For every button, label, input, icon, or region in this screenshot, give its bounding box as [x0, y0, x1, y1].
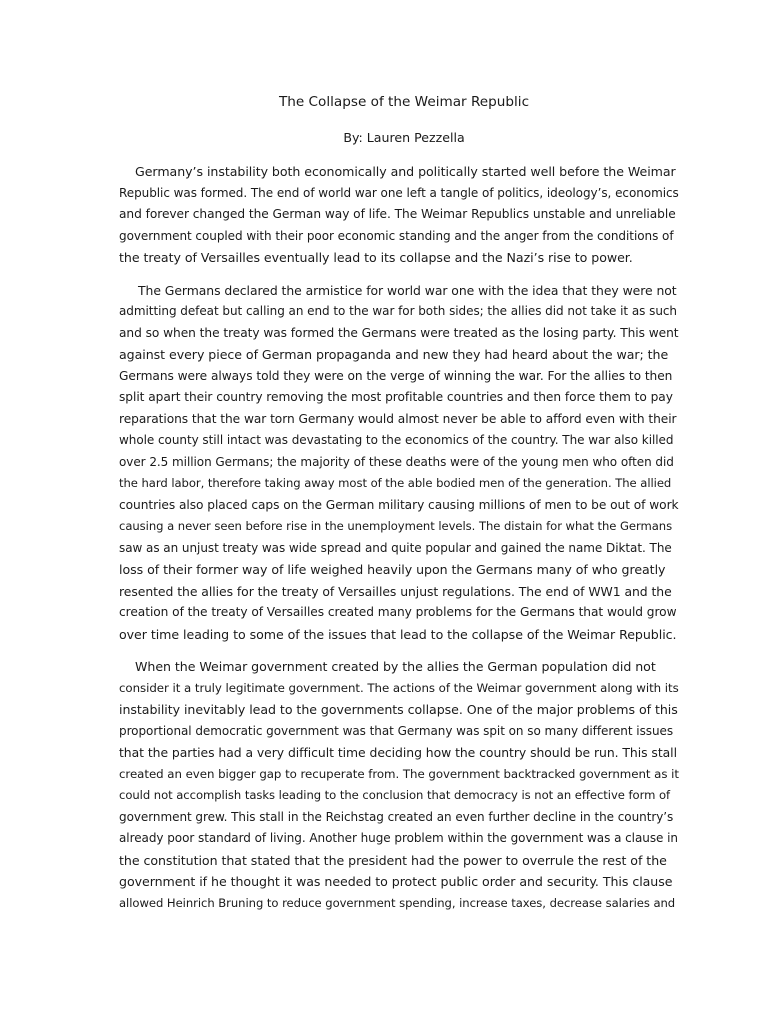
paragraph-line: government grew. This stall in the Reichstag created an even further decline in the country’s — [119, 809, 674, 824]
paragraph-line: whole county still intact was devastating to the economics of the country. The war also killed — [119, 433, 674, 447]
paragraph-line: Germany’s instability both economically and politically started well before the Weimar — [135, 164, 676, 179]
paragraph-line: over time leading to some of the issues that lead to the collapse of the Weimar Republic. — [119, 626, 677, 642]
paragraph-line: causing a never seen before rise in the unemployment levels. The distain for what the Germans — [119, 519, 673, 533]
paragraph-line: government coupled with their poor economic standing and the anger from the conditions of — [119, 228, 674, 243]
document-author: By: Lauren Pezzella — [343, 130, 465, 145]
paragraph-line: resented the allies for the treaty of Versailles unjust regulations. The end of WW1 and the — [119, 583, 672, 599]
paragraph-line: When the Weimar government created by the allies the German population did not — [135, 659, 656, 674]
paragraph-line: could not accomplish tasks leading to the conclusion that democracy is not an effective form of — [119, 788, 671, 802]
paragraph-line: proportional democratic government was that Germany was spit on so many different issues — [119, 723, 674, 738]
paragraph-line: that the parties had a very difficult time deciding how the country should be run. This stall — [119, 745, 677, 760]
paragraph-line: admitting defeat but calling an end to the war for both sides; the allies did not take it as such — [119, 304, 677, 318]
paragraph-line: the hard labor, therefore taking away most of the able bodied men of the generation. The allied — [119, 476, 672, 490]
paragraph-line: and so when the treaty was formed the Germans were treated as the losing party. This went — [119, 325, 679, 340]
paragraph-line: Republic was formed. The end of world war one left a tangle of politics, ideology’s, economics — [119, 185, 679, 200]
paragraph-line: government if he thought it was needed to protect public order and security. This clause — [119, 874, 673, 889]
paragraph-line: loss of their former way of life weighed heavily upon the Germans many of who greatly — [119, 562, 666, 577]
paragraph-line: saw as an unjust treaty was wide spread and quite popular and gained the name Diktat. The — [119, 540, 672, 555]
paragraph-line: against every piece of German propaganda and new they had heard about the war; the — [119, 347, 669, 362]
paragraph-line: allowed Heinrich Bruning to reduce government spending, increase taxes, decrease salaries and — [119, 895, 676, 910]
document-title: The Collapse of the Weimar Republic — [278, 94, 530, 110]
paragraph-line: already poor standard of living. Another huge problem within the government was a clause in — [119, 831, 678, 845]
paragraph-line: over 2.5 million Germans; the majority of these deaths were of the young men who often did — [119, 454, 674, 469]
paragraph-line: countries also placed caps on the German military causing millions of men to be out of work — [119, 497, 679, 512]
body-paragraph-1 — [119, 161, 679, 269]
paragraph-line: the treaty of Versailles eventually lead to its collapse and the Nazi’s rise to power. — [119, 250, 633, 265]
paragraph-line: created an even bigger gap to recuperate from. The government backtracked government as it — [119, 766, 679, 781]
paragraph-line: Germans were always told they were on the verge of winning the war. For the allies to then — [119, 368, 673, 383]
paragraph-line: split apart their country removing the most profitable countries and then force them to pay — [119, 390, 673, 404]
paragraph-line: reparations that the war torn Germany would almost never be able to afford even with their — [119, 411, 677, 426]
paragraph-line: instability inevitably lead to the governments collapse. One of the major problems of this — [119, 702, 678, 717]
body-paragraph-2 — [119, 280, 679, 646]
paragraph-line: and forever changed the German way of life. The Weimar Republics unstable and unreliable — [119, 207, 676, 221]
paragraph-line: The Germans declared the armistice for world war one with the idea that they were not — [138, 282, 677, 298]
paragraph-line: consider it a truly legitimate government. The actions of the Weimar government along with its — [119, 680, 679, 695]
paragraph-line: creation of the treaty of Versailles created many problems for the Germans that would grow — [119, 605, 677, 619]
paragraph-line: the constitution that stated that the president had the power to overrule the rest of the — [119, 852, 667, 868]
body-paragraph-3 — [119, 656, 679, 914]
document-page — [119, 94, 679, 914]
